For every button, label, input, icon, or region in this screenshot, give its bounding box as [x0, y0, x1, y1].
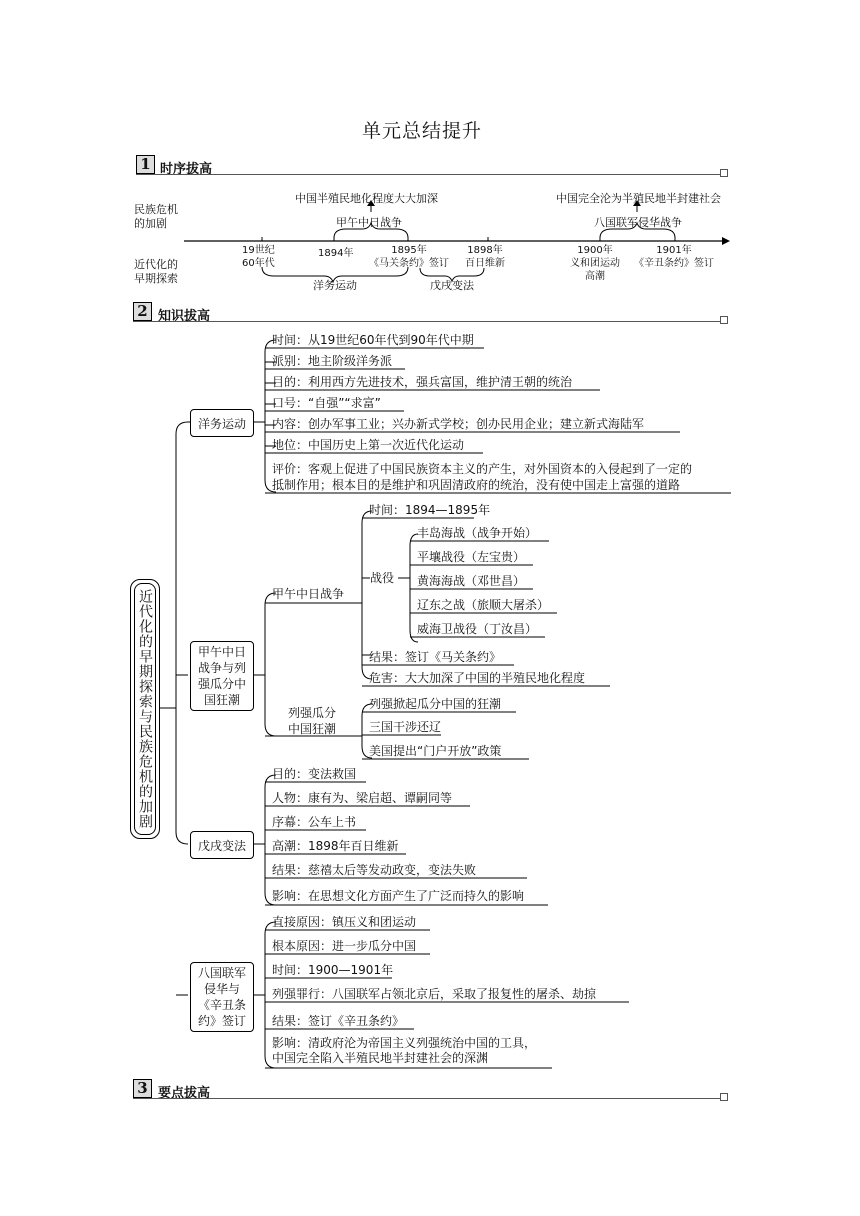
list-item: 高潮：1898年百日维新 [272, 839, 399, 853]
battles-label: 战役 [370, 571, 395, 585]
list-item: 结果：慈禧太后等发动政变，变法失败 [272, 863, 477, 877]
timeline-row-label-top: 民族危机 的加剧 [134, 203, 178, 230]
partition-label: 列强瓜分 中国狂潮 [288, 706, 337, 736]
list-item: 结果：签订《马关条约》 [369, 650, 502, 664]
list-item: 列强罪行：八国联军占领北京后，采取了报复性的屠杀、劫掠 [272, 987, 597, 1001]
list-item: 根本原因：进一步瓜分中国 [272, 939, 417, 953]
list-item: 丰岛海战（战争开始） [417, 526, 538, 540]
list-item: 目的：变法救国 [272, 767, 357, 781]
section-title: 时序拔高 [160, 162, 213, 177]
list-item: 危害：大大加深了中国的半殖民地化程度 [369, 671, 586, 685]
list-item: 时间：从19世纪60年代到90年代中期 [272, 333, 474, 347]
tick-label-1895: 1895年 《马关条约》签订 [369, 245, 449, 269]
mindmap-root-label: 近代化的早期探索与民族危机的加剧 [134, 583, 156, 835]
mindmap-root [130, 579, 160, 839]
annotation-westernization: 洋务运动 [313, 279, 357, 292]
list-item: 威海卫战役（丁汝昌） [417, 622, 538, 636]
annotation-reform: 戊戌变法 [430, 279, 474, 292]
annotation-semi-colonial: 中国半殖民地化程度大大加深 [295, 192, 438, 205]
list-item: 列强掀起瓜分中国的狂潮 [369, 697, 502, 711]
list-item: 影响：在思想文化方面产生了广泛而持久的影响 [272, 889, 525, 903]
tick-label-1860s: 19世纪 60年代 [242, 245, 275, 269]
annotation-sino-japanese-war: 甲午中日战争 [336, 216, 402, 229]
tick-label-1898: 1898年 百日维新 [465, 245, 505, 269]
branch-reform: 戊戌变法 [190, 831, 254, 859]
list-item: 直接原因：镇压义和团运动 [272, 915, 417, 929]
tick-label-1901: 1901年 《辛丑条约》签订 [634, 245, 714, 269]
section-title: 知识拔高 [158, 309, 211, 324]
branch-westernization: 洋务运动 [190, 409, 254, 437]
tick-label-1900: 1900年 义和团运动 高潮 [570, 245, 620, 282]
list-item: 时间：1894—1895年 [369, 503, 491, 517]
list-item: 三国干涉还辽 [369, 720, 442, 734]
section-number: 3 [133, 1079, 152, 1098]
list-item: 序幕：公车上书 [272, 815, 357, 829]
list-item: 美国提出“门户开放”政策 [369, 744, 502, 758]
list-item: 平壤战役（左宝贵） [417, 550, 526, 564]
annotation-eight-nation-war: 八国联军侵华战争 [594, 216, 682, 229]
annotation-fully-semi-colonial: 中国完全沦为半殖民地半封建社会 [556, 192, 721, 205]
list-item: 派别：地主阶级洋务派 [272, 354, 393, 368]
list-item: 内容：创办军事工业；兴办新式学校；创办民用企业；建立新式海陆军 [272, 417, 645, 431]
sino-japanese-war-label: 甲午中日战争 [272, 587, 345, 601]
section-number: 1 [136, 155, 155, 174]
section-number: 2 [133, 302, 152, 321]
page-title: 单元总结提升 [362, 120, 483, 142]
list-item: 口号：“自强”“求富” [272, 396, 381, 410]
branch-war-partition: 甲午中日 战争与列 强瓜分中 国狂潮 [190, 641, 254, 711]
list-item: 目的：利用西方先进技术，强兵富国，维护清王朝的统治 [272, 375, 573, 389]
list-item: 地位：中国历史上第一次近代化运动 [272, 438, 465, 452]
list-item: 时间：1900—1901年 [272, 963, 394, 977]
list-item: 黄海海战（邓世昌） [417, 574, 526, 588]
branch-eight-nation: 八国联军 侵华与 《辛丑条 约》签订 [190, 962, 254, 1032]
westernization-evaluation: 评价：客观上促进了中国民族资本主义的产生，对外国资本的入侵起到了一定的 抵制作用；根本目的是维护和巩固清政府的统治，没有使中国走上富强的道路 [272, 462, 693, 492]
list-item: 结果：签订《辛丑条约》 [272, 1014, 405, 1028]
timeline-row-label-bottom: 近代化的 早期探索 [134, 258, 178, 285]
tick-label-1894: 1894年 [318, 248, 354, 259]
list-item: 辽东之战（旅顺大屠杀） [417, 598, 550, 612]
list-item: 人物：康有为、梁启超、谭嗣同等 [272, 791, 453, 805]
eight-nation-impact: 影响：清政府沦为帝国主义列强统治中国的工具， 中国完全陷入半殖民地半封建社会的深渊 [272, 1036, 537, 1065]
section-title: 要点拔高 [158, 1086, 211, 1101]
